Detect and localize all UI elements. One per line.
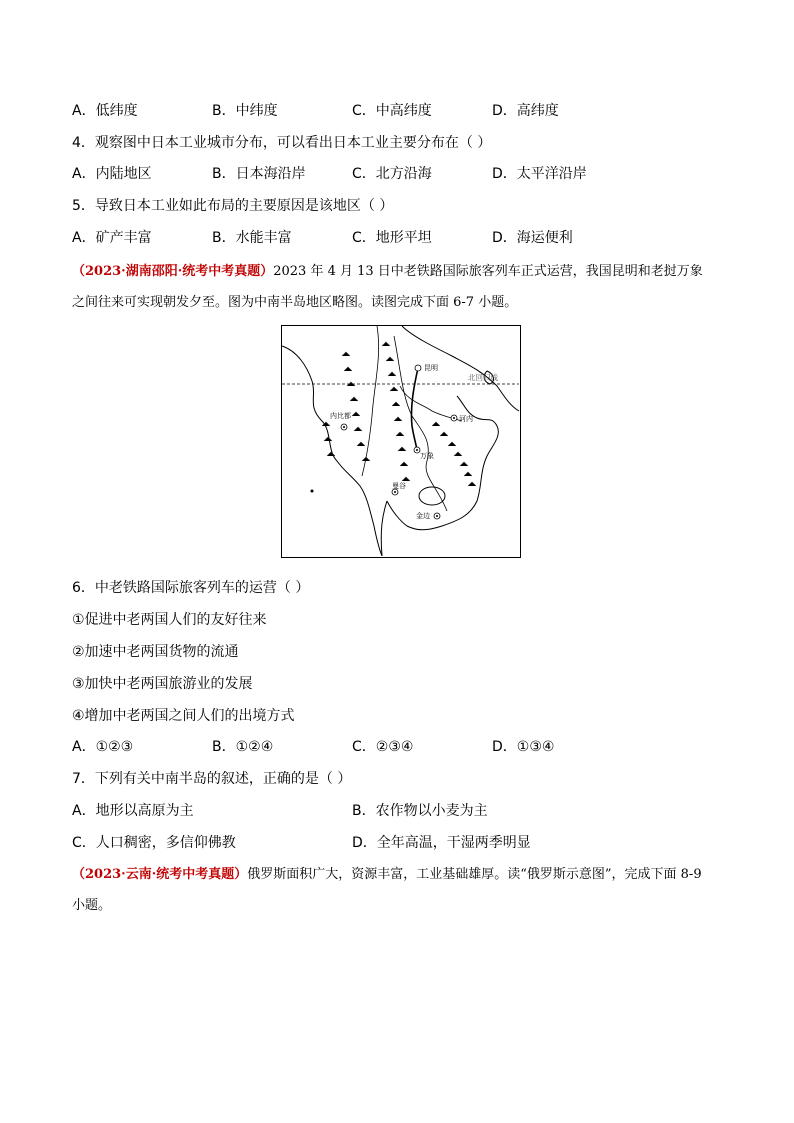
q4-option-a: A．内陆地区 (72, 166, 152, 182)
q6-item-1: ①促进中老两国人们的友好往来 (72, 612, 267, 628)
intro-1-line-1 (72, 262, 703, 282)
q6-option-d: D．①③④ (492, 739, 555, 755)
q7-option-c: C．人口稠密，多信仰佛教 (72, 835, 236, 851)
intro-2-line-2: 小题。 (72, 898, 112, 913)
city-bangkok (392, 481, 406, 495)
q6-item-2: ②加速中老两国货物的流通 (72, 644, 239, 660)
q6-option-c: C．②③④ (352, 739, 414, 755)
svg-text:金边: 金边 (416, 512, 430, 520)
city-hanoi (451, 414, 473, 423)
city-phnom-penh (416, 511, 440, 520)
q6-item-3: ③加快中老两国旅游业的发展 (72, 676, 253, 692)
q3-option-c: C．中高纬度 (352, 103, 432, 119)
q6-option-a: A．①②③ (72, 739, 134, 755)
svg-text:万象: 万象 (420, 452, 434, 460)
q4-option-b: B．日本海沿岸 (212, 166, 306, 182)
q5-option-b: B．水能丰富 (212, 230, 292, 246)
q3-option-a: A．低纬度 (72, 103, 138, 119)
q7-stem: 7．下列有关中南半岛的叙述，正确的是（ ） (72, 771, 352, 787)
intro-2-source: （2023·云南·统考中考真题） (72, 867, 248, 882)
malay-peninsula (381, 501, 387, 556)
q4-option-d: D．太平洋沿岸 (492, 166, 587, 182)
q4-option-c: C．北方沿海 (352, 166, 432, 182)
intro-1-line-2: 之间往来可实现朝发夕至。图为中南半岛地区略图。读图完成下面 6-7 小题。 (72, 295, 518, 310)
city-kunming (415, 363, 438, 372)
intro-1-text-1: 2023 年 4 月 13 日中老铁路国际旅客列车正式运营，我国昆明和老挝万象 (273, 264, 703, 279)
tonle-sap-lake (419, 487, 445, 505)
q6-stem: 6．中老铁路国际旅客列车的运营（ ） (72, 580, 310, 596)
svg-text:内比都: 内比都 (330, 412, 351, 420)
q5-stem: 5．导致日本工业如此布局的主要原因是该地区（ ） (72, 198, 394, 214)
svg-text:昆明: 昆明 (424, 364, 438, 372)
china-laos-railway (411, 368, 418, 450)
q3-option-b: B．中纬度 (212, 103, 278, 119)
q5-option-a: A．矿产丰富 (72, 230, 152, 246)
map-svg (282, 326, 519, 556)
q6-item-4: ④增加中老两国之间人们的出境方式 (72, 708, 295, 724)
svg-text:河内: 河内 (459, 415, 473, 423)
q7-option-a: A．地形以高原为主 (72, 803, 194, 819)
intro-2-line-1 (72, 865, 702, 885)
q4-stem: 4．观察图中日本工业城市分布，可以看出日本工业主要分布在（ ） (72, 135, 492, 151)
q5-option-d: D．海运便利 (492, 230, 573, 246)
q3-option-d: D．高纬度 (492, 103, 559, 119)
irrawaddy-river (362, 326, 379, 476)
q6-option-b: B．①②④ (212, 739, 274, 755)
q7-option-b: B．农作物以小麦为主 (352, 803, 488, 819)
intro-2-text-1: 俄罗斯面积广大，资源丰富，工业基础雄厚。读“俄罗斯示意图”，完成下面 8-9 (247, 867, 702, 882)
tropic-label: 北回归线 (468, 373, 498, 382)
q5-option-c: C．地形平坦 (352, 230, 432, 246)
city-vientiane (414, 447, 434, 460)
small-island-dot (311, 490, 314, 493)
intro-1-source: （2023·湖南邵阳·统考中考真题） (72, 264, 274, 279)
q7-option-d: D．全年高温，干湿两季明显 (352, 835, 531, 851)
city-naypyidaw (330, 411, 351, 430)
svg-text:曼谷: 曼谷 (392, 482, 406, 490)
indochina-map (281, 325, 521, 558)
